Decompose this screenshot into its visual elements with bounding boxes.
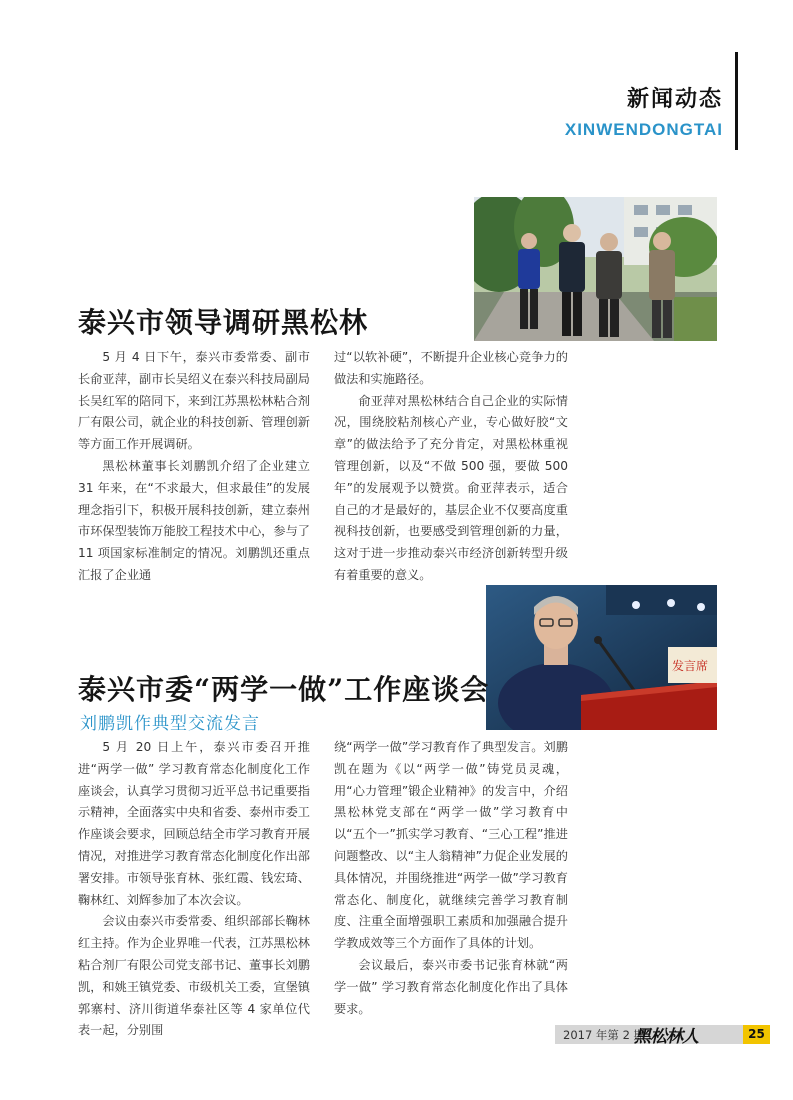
podium-sign-text: 发言席 xyxy=(672,659,709,673)
article-2-column-1 xyxy=(78,737,310,1042)
page-number: 25 xyxy=(743,1025,770,1044)
officials-walking-photo xyxy=(474,197,717,341)
article-1-paragraph: 5 月 4 日下午，泰兴市委常委、副市长俞亚萍，副市长吴绍义在泰兴科技局副局长吴红军的陪同下，来到江苏黑松林粘合剂厂有限公司，就企业的科技创新、管理创新等方面工作开展调研。 xyxy=(78,350,310,452)
issue-label: 2017 年第 2 期 xyxy=(563,1028,646,1042)
article-2-paragraph: 会议由泰兴市委常委、组织部部长鞠林红主持。作为企业界唯一代表，江苏黑松林粘合剂厂有限公司党支部书记、董事长刘鹏凯，和姚王镇党委、市级机关工委，宣堡镇郭寨村、济川街道华泰社区等 4 家单位代表一起，分别围 xyxy=(78,914,310,1038)
magazine-logo: 黑松林人 xyxy=(634,1027,698,1047)
section-divider-bar xyxy=(735,52,738,150)
article-1-column-2 xyxy=(334,347,568,587)
section-title: 新闻动态 xyxy=(626,87,723,112)
article-2-headline: 泰兴市委“两学一做”工作座谈会 xyxy=(78,673,490,706)
article-1-paragraph-continued: 过“以软补硬”，不断提升企业核心竞争力的做法和实施路径。 xyxy=(334,350,568,386)
speaker-at-podium-photo xyxy=(486,585,717,730)
article-1-column-1 xyxy=(78,347,310,587)
article-1-paragraph: 黑松林董事长刘鹏凯介绍了企业建立 31 年来，在“不求最大，但求最佳”的发展理念指引下，积极开展科技创新，建立泰州市环保型装饰万能胶工程技术中心，参与了 11 项国家标准制定的情况。刘鹏凯还重点汇报了企业通 xyxy=(78,458,310,582)
section-title-pinyin: XINWENDONGTAI xyxy=(564,120,723,139)
article-2-paragraph: 5 月 20 日上午，泰兴市委召开推进“两学一做” 学习教育常态化制度化工作座谈会，认真学习贯彻习近平总书记重要指示精神，全面落实中央和省委、泰州市委工作座谈会要求，回顾总结全市学习教育开展情况，对推进学习教育常态化制度化作出部署安排。市领导张育林、张红霞、钱宏琦、鞠林红、刘辉参加了本次会议。 xyxy=(78,740,310,907)
article-2-paragraph: 会议最后，泰兴市委书记张育林就“两学一做” 学习教育常态化制度化作出了具体要求。 xyxy=(334,957,568,1016)
article-2-subheadline: 刘鹏凯作典型交流发言 xyxy=(80,714,260,734)
article-1-paragraph: 俞亚萍对黑松林结合自己企业的实际情况，围绕胶粘剂核心产业，专心做好胶“文章”的做法给予了充分肯定，对黑松林重视管理创新，以及“不做 500 强，要做 500 年”的发展观予以赞赏。俞亚萍表示，适合自己的才是最好的，基层企业不仅要高度重视科技创新，也要感受到管理创新的力量，这对于进一步推动泰兴市经济创新转型升级有着重要的意义。 xyxy=(334,393,568,582)
article-2-paragraph-continued: 绕“两学一做”学习教育作了典型发言。刘鹏凯在题为《以“两学一做”铸党员灵魂，用“心力管理”锻企业精神》的发言中，介绍黑松林党支部在“两学一做”学习教育中以“五个一”抓实学习教育、“三心工程”推进问题整改、以“主人翁精神”力促企业发展的具体情况，并围绕推进“两学一做”学习教育常态化、制度化，就继续完善学习教育制度、注重全面增强职工素质和加强融合提升学教成效等三个方面作了具体的计划。 xyxy=(334,740,568,951)
article-2-column-2 xyxy=(334,737,568,1020)
article-1-headline: 泰兴市领导调研黑松林 xyxy=(78,306,369,339)
